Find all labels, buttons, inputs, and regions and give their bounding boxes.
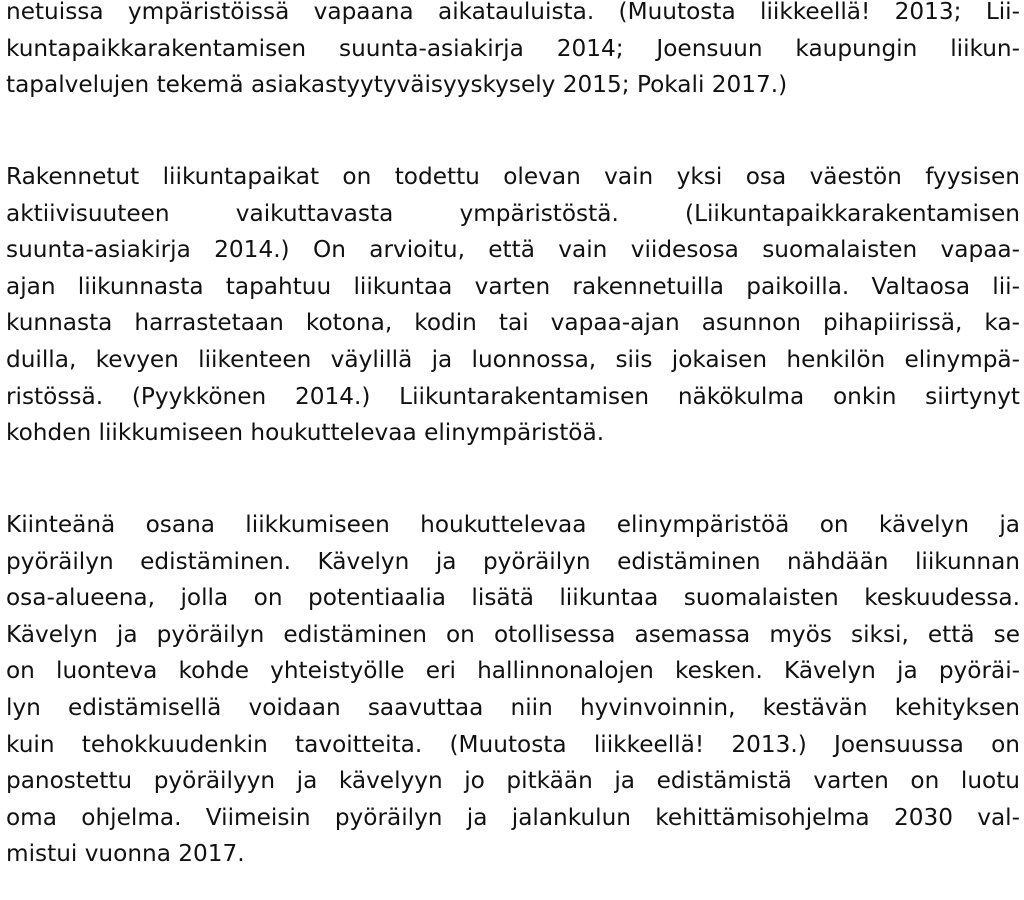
text-line: kunnasta harrastetaan kotona, kodin tai vapaa-ajan asunnon pihapiirissä, ka- bbox=[6, 309, 1020, 337]
paragraph-2 bbox=[6, 159, 1020, 452]
text-line: Kiinteänä osana liikkumiseen houkuttelevaa elinympäristöä on kävelyn ja bbox=[6, 511, 1020, 538]
text-line: Kävelyn ja pyöräilyn edistäminen on otollisessa asemassa myös siksi, että se bbox=[6, 620, 1020, 648]
text-line: aktiivisuuteen vaikuttavasta ympäristöstä. (Liikuntapaikkarakentamisen bbox=[6, 199, 1020, 227]
text-line: ajan liikunnasta tapahtuu liikuntaa varten rakennetuilla paikoilla. Valtaosa lii- bbox=[6, 272, 1020, 300]
text-line: osa-alueena, jolla on potentiaalia lisätä liikuntaa suomalaisten keskuudessa. bbox=[6, 584, 1020, 612]
text-line: lyn edistämisellä voidaan saavuttaa niin hyvinvoinnin, kestävän kehityksen bbox=[6, 693, 1020, 721]
text-line: ristössä. (Pyykkönen 2014.) Liikuntarakentamisen näkökulma onkin siirtynyt bbox=[6, 382, 1020, 410]
text-line: duilla, kevyen liikenteen väylillä ja luonnossa, siis jokaisen henkilön elinympä- bbox=[6, 345, 1020, 373]
text-line: mistui vuonna 2017. bbox=[6, 840, 245, 868]
text-line: tapalvelujen tekemä asiakastyytyväisyyskysely 2015; Pokali 2017.) bbox=[6, 71, 788, 99]
text-line: panostettu pyöräilyyn ja kävelyyn jo pitkään ja edistämistä varten on luotu bbox=[6, 767, 1020, 795]
text-line: Rakennetut liikuntapaikat on todettu olevan vain yksi osa väestön fyysisen bbox=[6, 163, 1020, 190]
text-line: kohden liikkumiseen houkuttelevaa elinympäristöä. bbox=[6, 419, 605, 447]
paragraph-1 bbox=[6, 0, 1020, 104]
text-line: on luonteva kohde yhteistyölle eri hallinnonalojen kesken. Kävelyn ja pyöräi- bbox=[6, 657, 1020, 685]
text-line: pyöräilyn edistäminen. Kävelyn ja pyöräilyn edistäminen nähdään liikunnan bbox=[6, 547, 1020, 575]
paragraph-3 bbox=[6, 507, 1020, 873]
text-line: kuntapaikkarakentamisen suunta-asiakirja 2014; Joensuun kaupungin liikun- bbox=[6, 34, 1020, 62]
text-line: suunta-asiakirja 2014.) On arvioitu, että vain viidesosa suomalaisten vapaa- bbox=[6, 236, 1020, 264]
text-line: oma ohjelma. Viimeisin pyöräilyn ja jalankulun kehittämisohjelma 2030 val- bbox=[6, 803, 1020, 831]
text-line: netuissa ympäristöissä vapaana aikatauluista. (Muutosta liikkeellä! 2013; Lii- bbox=[6, 0, 1020, 25]
text-line: kuin tehokkuudenkin tavoitteita. (Muutosta liikkeellä! 2013.) Joensuussa on bbox=[6, 730, 1020, 758]
